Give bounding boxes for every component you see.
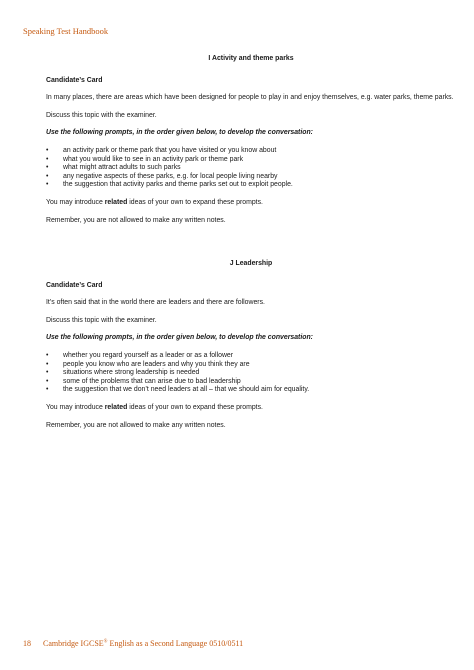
section-activity-theme-parks: [46, 55, 456, 234]
prompts-heading: Use the following prompts, in the order given below, to develop the conversation:: [46, 334, 313, 342]
related-ideas-note: [46, 199, 456, 208]
registered-mark: ®: [103, 639, 108, 645]
related-note-text: You may introduce: [46, 403, 105, 411]
card-intro: It’s often said that in the world there are leaders and there are followers.: [46, 299, 265, 307]
section-leadership: [46, 260, 456, 439]
prompt-item: • what you would like to see in an activity park or theme park: [46, 156, 456, 165]
prompt-item: • an activity park or theme park that you have visited or you know about: [46, 147, 456, 156]
discuss-instruction: Discuss this topic with the examiner.: [46, 316, 157, 324]
no-notes-reminder: Remember, you are not allowed to make any written notes.: [46, 421, 226, 429]
related-ideas-note: [46, 404, 456, 413]
related-note-text: ideas of your own to expand these prompts.: [127, 198, 263, 206]
no-notes-reminder: Remember, you are not allowed to make any written notes.: [46, 216, 226, 224]
prompt-item: • any negative aspects of these parks, e.g. for local people living nearby: [46, 173, 456, 182]
section-title: J Leadership: [229, 260, 273, 267]
prompt-item: • what might attract adults to such parks: [46, 164, 456, 173]
page-number: 18: [23, 639, 31, 648]
section-title: I Activity and theme parks: [208, 55, 294, 62]
card-heading: Candidate’s Card: [46, 76, 103, 84]
prompt-item: • the suggestion that we don’t need leaders at all – that we should aim for equality.: [46, 386, 456, 395]
prompts-heading: Use the following prompts, in the order given below, to develop the conversation:: [46, 129, 313, 137]
footer-title-rest: English as a Second Language 0510/0511: [107, 639, 244, 648]
prompt-item: • the suggestion that activity parks and theme parks set out to exploit people.: [46, 181, 456, 190]
related-note-bold: related: [104, 198, 128, 206]
prompt-item: • people you know who are leaders and why you think they are: [46, 361, 456, 370]
card-heading: Candidate’s Card: [46, 281, 103, 289]
prompt-item: • some of the problems that can arise due to bad leadership: [46, 378, 456, 387]
footer-title: Cambridge IGCSE: [43, 639, 104, 648]
prompt-item: • whether you regard yourself as a leader or as a follower: [46, 352, 456, 361]
page-footer: [23, 639, 243, 648]
running-header: Speaking Test Handbook: [23, 26, 109, 36]
related-note-text: You may introduce: [46, 198, 105, 206]
prompt-list: [46, 352, 456, 395]
discuss-instruction: Discuss this topic with the examiner.: [46, 111, 157, 119]
related-note-bold: related: [104, 403, 128, 411]
card-intro: In many places, there are areas which have been designed for people to play in and enjoy themselves, e.g. water parks, theme parks.: [46, 94, 454, 102]
prompt-list: [46, 147, 456, 190]
related-note-text: ideas of your own to expand these prompts.: [127, 403, 263, 411]
prompt-item: • situations where strong leadership is needed: [46, 369, 456, 378]
